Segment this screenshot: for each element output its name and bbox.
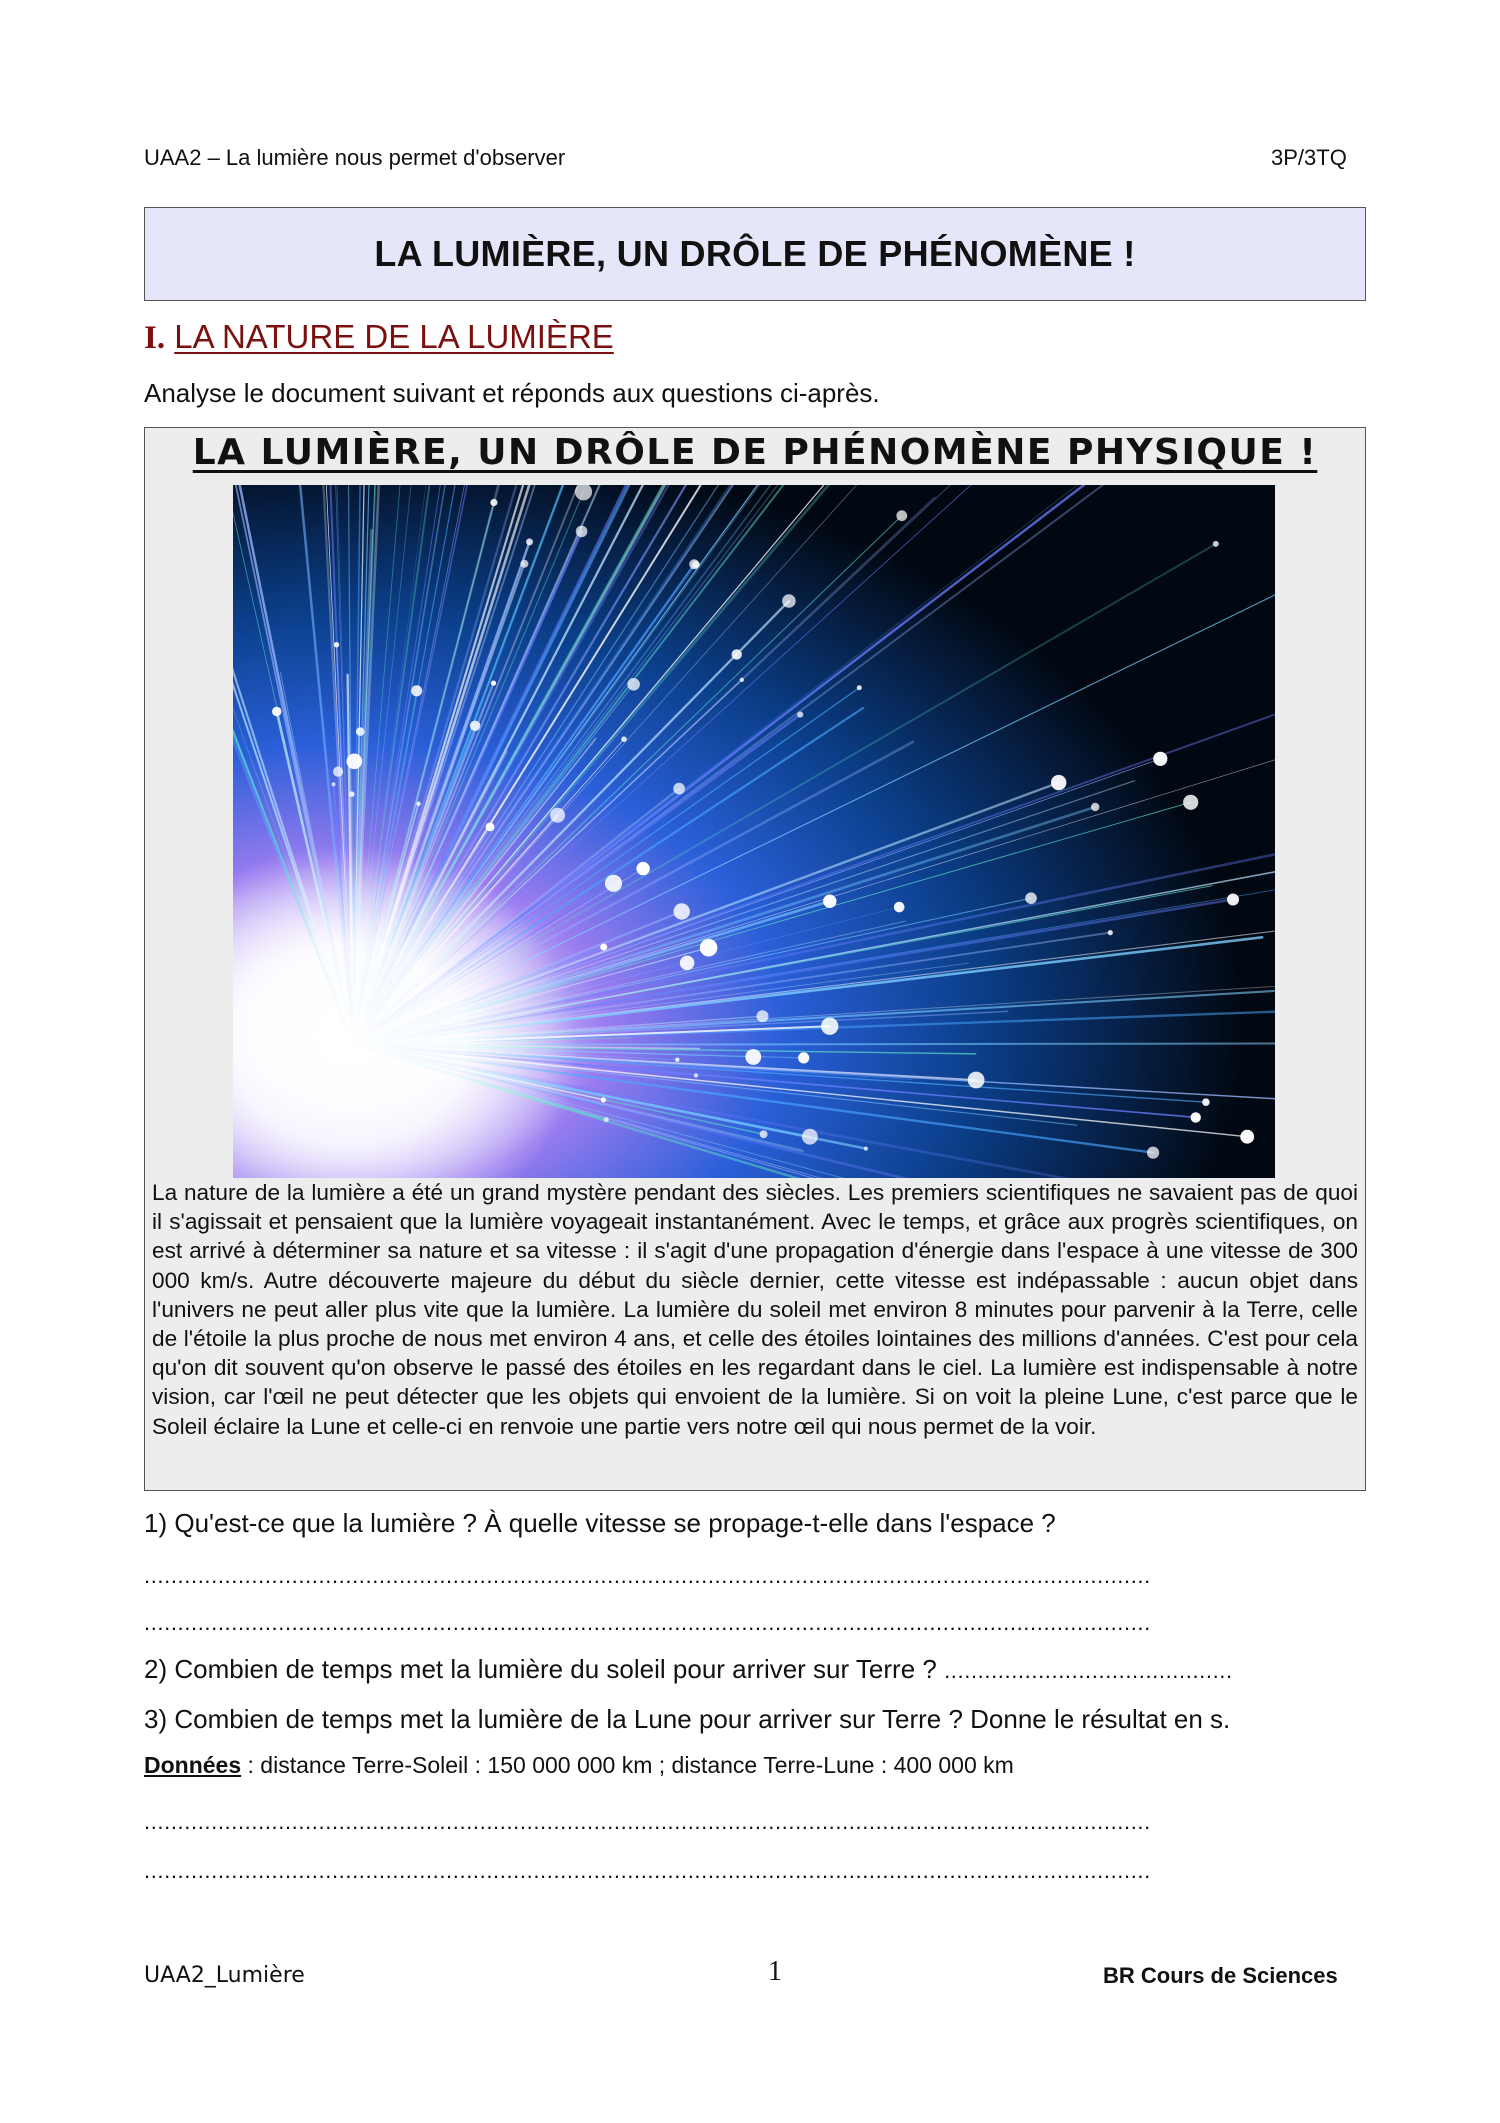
document-title: LA LUMIÈRE, UN DRÔLE DE PHÉNOMÈNE PHYSIQUE !	[192, 432, 1318, 473]
header-right: 3P/3TQ	[1271, 145, 1347, 170]
question-2-answer-line: ...........................................	[944, 1658, 1233, 1683]
answer-line: ......................................................................................................................................................	[144, 1563, 1151, 1588]
question-2-text: 2) Combien de temps met la lumière du soleil pour arriver sur Terre ?	[144, 1654, 937, 1684]
footer-right: BR Cours de Sciences	[1103, 1963, 1338, 1988]
given-data	[144, 1752, 1014, 1779]
section-number: I.	[144, 320, 166, 356]
page-title: LA LUMIÈRE, UN DRÔLE DE PHÉNOMÈNE !	[374, 233, 1136, 274]
footer-left: UAA2_Lumière	[144, 1963, 305, 1988]
section-heading	[144, 318, 614, 357]
given-data-label: Données	[144, 1752, 242, 1778]
document-text: La nature de la lumière a été un grand mystère pendant des siècles. Les premiers scientifiques ne savaient pas de quoi il s'agissait et pensaient que la lumière voyageait instantanément. Avec le temps, et grâce aux progrès scientifiques, on est arrivé à déterminer sa nature et sa vitesse : il s'agit d'une propagation d'énergie dans l'espace à une vitesse de 300 000 km/s. Autre découverte majeure du début du siècle dernier, cette vitesse est indépassable : aucun objet dans l'univers ne peut aller plus vite que la lumière. La lumière du soleil met environ 8 minutes pour parvenir à la Terre, celle de l'étoile la plus proche de nous met environ 4 ans, et celle des étoiles lointaines des millions d'années. C'est pour cela qu'on dit souvent qu'on observe le passé des étoiles en les regardant dans le ciel. La lumière est indispensable à notre vision, car l'œil ne peut détecter que les objets qui envoient de la lumière. Si on voit la pleine Lune, c'est parce que le Soleil éclaire la Lune et celle-ci en renvoie une partie vers notre œil qui nous permet de la voir.	[152, 1180, 1358, 1439]
question-2	[144, 1654, 1233, 1685]
answer-line: ......................................................................................................................................................	[144, 1610, 1151, 1635]
given-data-text: : distance Terre-Soleil : 150 000 000 km ; distance Terre-Lune : 400 000 km	[241, 1752, 1014, 1778]
answer-line: ......................................................................................................................................................	[144, 1858, 1151, 1883]
section-title: LA NATURE DE LA LUMIÈRE	[174, 318, 614, 355]
question-1: 1) Qu'est-ce que la lumière ? À quelle vitesse se propage-t-elle dans l'espace ?	[144, 1508, 1056, 1538]
header-left: UAA2 – La lumière nous permet d'observer	[144, 145, 566, 170]
intro-text: Analyse le document suivant et réponds aux questions ci-après.	[144, 378, 880, 408]
question-3: 3) Combien de temps met la lumière de la Lune pour arriver sur Terre ? Donne le résultat en s.	[144, 1704, 1231, 1734]
document-box	[144, 427, 1366, 1491]
optical-fibers-image	[233, 485, 1275, 1178]
page-number: 1	[768, 1956, 782, 1987]
title-box	[144, 207, 1366, 301]
answer-line: ......................................................................................................................................................	[144, 1809, 1151, 1834]
